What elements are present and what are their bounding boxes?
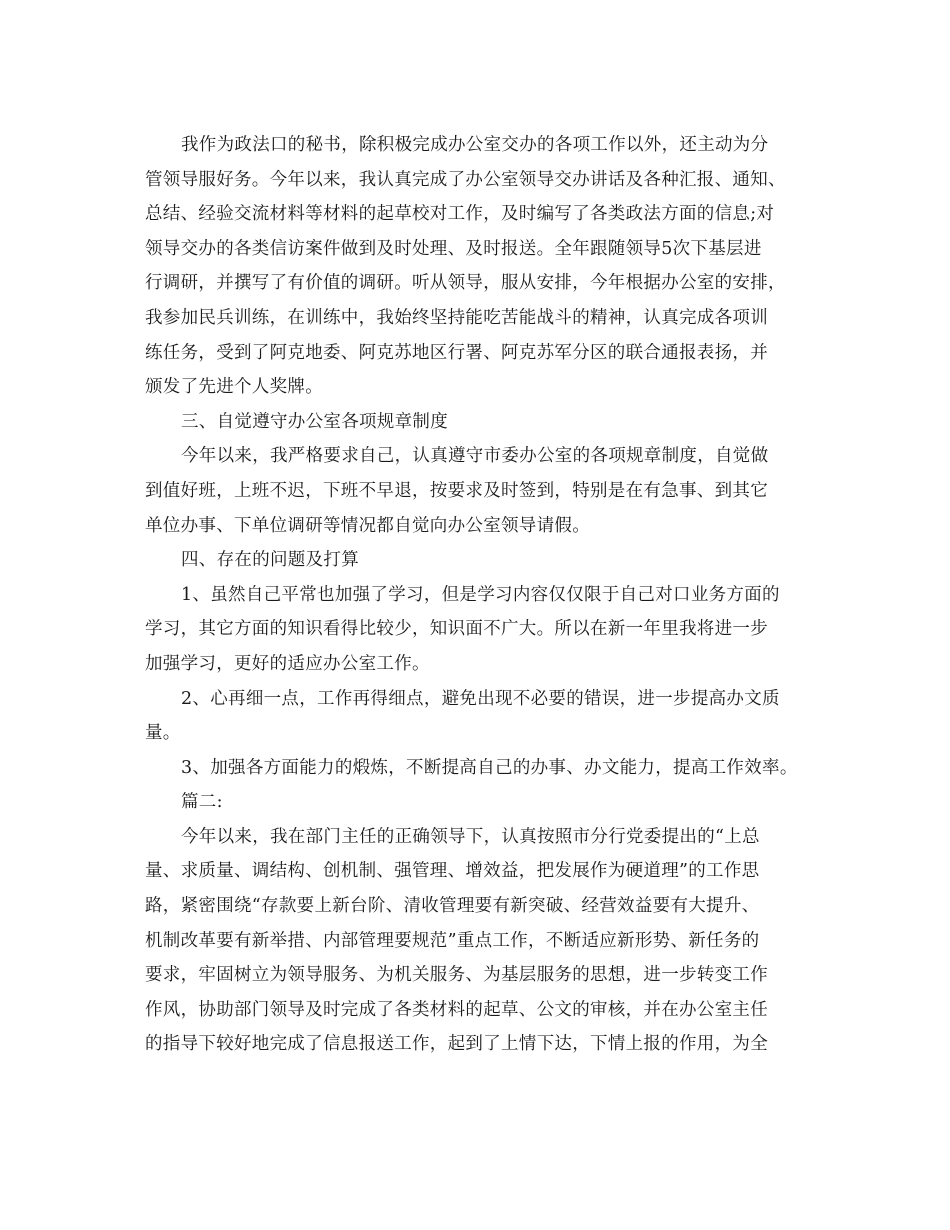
text-line: 练任务，受到了阿克地委、阿克苏地区行署、阿克苏军分区的联合通报表扬，并 <box>145 342 768 363</box>
section-heading: 篇二: <box>181 792 223 813</box>
text-line: 1、虽然自己平常也加强了学习，但是学习内容仅仅限于自己对口业务方面的 <box>181 584 780 605</box>
text-line: 2、心再细一点，工作再得细点，避免出现不必要的错误，进一步提高办文质 <box>181 688 780 709</box>
text-line: 行调研，并撰写了有价值的调研。听从领导，服从安排，今年根据办公室的安排， <box>145 273 786 294</box>
text-line: 单位办事、下单位调研等情况都自觉向办公室领导请假。 <box>145 515 590 536</box>
text-line: 总结、经验交流材料等材料的起草校对工作，及时编写了各类政法方面的信息;对 <box>145 204 775 225</box>
text-line: 3、加强各方面能力的煅炼，不断提高自己的办事、办文能力，提高工作效率。 <box>181 757 798 778</box>
text-line: 到值好班，上班不迟，下班不早退，按要求及时签到，特别是在有急事、到其它 <box>145 480 768 501</box>
text-line: 作风，协助部门领导及时完成了各类材料的起草、公文的审核，并在办公室主任 <box>145 999 768 1020</box>
section-heading: 三、自觉遵守办公室各项规章制度 <box>181 411 448 432</box>
text-line: 量。 <box>145 723 181 744</box>
text-line: 管领导服好务。今年以来，我认真完成了办公室领导交办讲话及各种汇报、通知、 <box>145 169 786 190</box>
text-line: 颁发了先进个人奖牌。 <box>145 377 323 398</box>
text-line: 加强学习，更好的适应办公室工作。 <box>145 653 430 674</box>
text-line: 领导交办的各类信访案件做到及时处理、及时报送。全年跟随领导5次下基层进 <box>145 238 762 259</box>
text-line: 要求，牢固树立为领导服务、为机关服务、为基层服务的思想，进一步转变工作 <box>145 965 768 986</box>
text-line: 路，紧密围绕“存款要上新台阶、清收管理要有新突破、经营效益要有大提升、 <box>145 896 760 917</box>
text-line: 今年以来，我严格要求自己，认真遵守市委办公室的各项规章制度，自觉做 <box>181 446 769 467</box>
text-line: 今年以来，我在部门主任的正确领导下，认真按照市分行党委提出的“上总 <box>181 826 760 847</box>
text-line: 我参加民兵训练，在训练中，我始终坚持能吃苦能战斗的精神，认真完成各项训 <box>145 307 768 328</box>
document-body <box>145 128 805 1062</box>
section-heading: 四、存在的问题及打算 <box>181 550 359 571</box>
text-line: 学习，其它方面的知识看得比较少，知识面不广大。所以在新一年里我将进一步 <box>145 619 768 640</box>
text-line: 机制改革要有新举措、内部管理要规范”重点工作，不断适应新形势、新任务的 <box>145 930 760 951</box>
text-line: 的指导下较好地完成了信息报送工作，起到了上情下达，下情上报的作用，为全 <box>145 1034 768 1055</box>
text-line: 量、求质量、调结构、创机制、强管理、增效益，把发展作为硬道理”的工作思 <box>145 861 760 882</box>
text-line: 我作为政法口的秘书，除积极完成办公室交办的各项工作以外，还主动为分 <box>181 135 769 155</box>
